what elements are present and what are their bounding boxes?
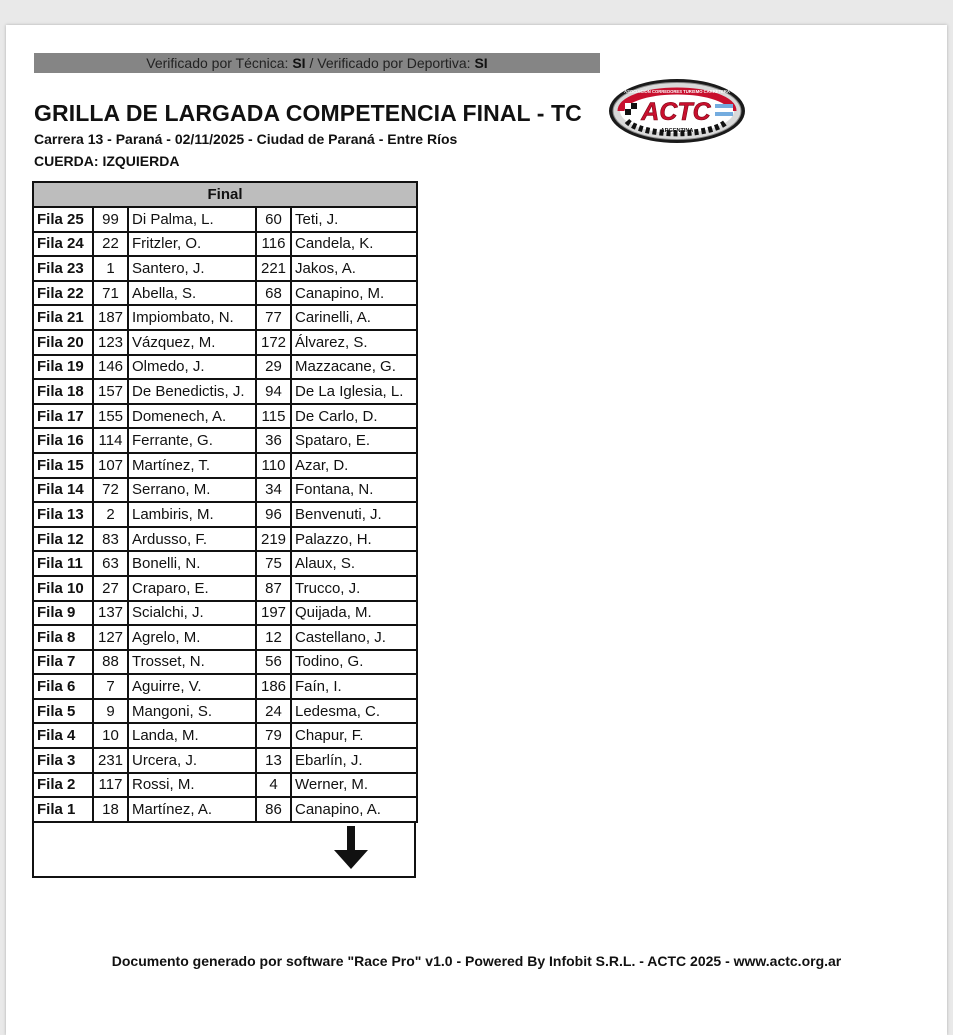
driver-name-left: Craparo, E. [128, 576, 256, 601]
car-number-left: 72 [93, 478, 128, 503]
fila-label: Fila 7 [33, 650, 93, 675]
verification-bar [34, 53, 600, 73]
driver-name-right: De Carlo, D. [291, 404, 417, 429]
driver-name-right: Candela, K. [291, 232, 417, 257]
car-number-left: 114 [93, 428, 128, 453]
table-row [33, 650, 417, 675]
car-number-right: 34 [256, 478, 291, 503]
car-number-right: 172 [256, 330, 291, 355]
table-row [33, 404, 417, 429]
arrow-down-icon [334, 826, 368, 870]
table-row [33, 576, 417, 601]
car-number-right: 86 [256, 797, 291, 822]
car-number-right: 87 [256, 576, 291, 601]
fila-label: Fila 6 [33, 674, 93, 699]
driver-name-right: Spataro, E. [291, 428, 417, 453]
driver-name-left: Landa, M. [128, 723, 256, 748]
table-row [33, 699, 417, 724]
car-number-right: 29 [256, 355, 291, 380]
fila-label: Fila 16 [33, 428, 93, 453]
car-number-left: 99 [93, 207, 128, 232]
driver-name-left: Rossi, M. [128, 773, 256, 798]
table-row [33, 797, 417, 822]
driver-name-left: Santero, J. [128, 256, 256, 281]
driver-name-right: Jakos, A. [291, 256, 417, 281]
driver-name-left: Martínez, A. [128, 797, 256, 822]
driver-name-right: Ledesma, C. [291, 699, 417, 724]
car-number-right: 79 [256, 723, 291, 748]
driver-name-left: Scialchi, J. [128, 601, 256, 626]
table-row [33, 478, 417, 503]
fila-label: Fila 10 [33, 576, 93, 601]
fila-label: Fila 1 [33, 797, 93, 822]
driver-name-right: Álvarez, S. [291, 330, 417, 355]
car-number-left: 155 [93, 404, 128, 429]
car-number-right: 116 [256, 232, 291, 257]
table-row [33, 379, 417, 404]
car-number-right: 13 [256, 748, 291, 773]
table-row [33, 773, 417, 798]
car-number-right: 219 [256, 527, 291, 552]
logo-text: ACTC [641, 98, 711, 126]
car-number-left: 27 [93, 576, 128, 601]
table-row [33, 232, 417, 257]
driver-name-right: Teti, J. [291, 207, 417, 232]
driver-name-right: Trucco, J. [291, 576, 417, 601]
driver-name-left: Di Palma, L. [128, 207, 256, 232]
table-row [33, 527, 417, 552]
car-number-right: 60 [256, 207, 291, 232]
fila-label: Fila 25 [33, 207, 93, 232]
verif-separator: / [309, 55, 318, 71]
fila-label: Fila 18 [33, 379, 93, 404]
driver-name-left: Agrelo, M. [128, 625, 256, 650]
fila-label: Fila 24 [33, 232, 93, 257]
driver-name-right: Alaux, S. [291, 551, 417, 576]
table-row [33, 502, 417, 527]
driver-name-left: Aguirre, V. [128, 674, 256, 699]
driver-name-right: Canapino, M. [291, 281, 417, 306]
table-row [33, 601, 417, 626]
actc-logo-icon [607, 77, 747, 145]
driver-name-left: Domenech, A. [128, 404, 256, 429]
car-number-left: 88 [93, 650, 128, 675]
grid-container [32, 181, 416, 878]
driver-name-left: Mangoni, S. [128, 699, 256, 724]
car-number-left: 157 [93, 379, 128, 404]
fila-label: Fila 12 [33, 527, 93, 552]
driver-name-right: Chapur, F. [291, 723, 417, 748]
car-number-left: 146 [93, 355, 128, 380]
driver-name-left: Serrano, M. [128, 478, 256, 503]
grid-footer-box [32, 823, 416, 878]
car-number-left: 107 [93, 453, 128, 478]
driver-name-left: Impiombato, N. [128, 305, 256, 330]
fila-label: Fila 17 [33, 404, 93, 429]
table-row [33, 330, 417, 355]
driver-name-right: Palazzo, H. [291, 527, 417, 552]
verif-deportiva-value: SI [474, 55, 488, 71]
car-number-left: 18 [93, 797, 128, 822]
table-row [33, 355, 417, 380]
driver-name-right: Werner, M. [291, 773, 417, 798]
driver-name-left: De Benedictis, J. [128, 379, 256, 404]
fila-label: Fila 20 [33, 330, 93, 355]
car-number-left: 231 [93, 748, 128, 773]
driver-name-right: Ebarlín, J. [291, 748, 417, 773]
driver-name-left: Ardusso, F. [128, 527, 256, 552]
table-row [33, 281, 417, 306]
driver-name-right: Azar, D. [291, 453, 417, 478]
fila-label: Fila 13 [33, 502, 93, 527]
car-number-left: 63 [93, 551, 128, 576]
fila-label: Fila 5 [33, 699, 93, 724]
fila-label: Fila 21 [33, 305, 93, 330]
fila-label: Fila 4 [33, 723, 93, 748]
car-number-left: 137 [93, 601, 128, 626]
driver-name-right: Mazzacane, G. [291, 355, 417, 380]
fila-label: Fila 15 [33, 453, 93, 478]
car-number-left: 117 [93, 773, 128, 798]
driver-name-right: Fontana, N. [291, 478, 417, 503]
document-page [6, 25, 947, 1035]
verif-tecnica-value: SI [292, 55, 306, 71]
car-number-right: 197 [256, 601, 291, 626]
cuerda-label: CUERDA: IZQUIERDA [34, 153, 180, 169]
car-number-right: 186 [256, 674, 291, 699]
driver-name-right: Castellano, J. [291, 625, 417, 650]
car-number-right: 96 [256, 502, 291, 527]
driver-name-left: Lambiris, M. [128, 502, 256, 527]
driver-name-left: Martínez, T. [128, 453, 256, 478]
driver-name-right: Faín, I. [291, 674, 417, 699]
fila-label: Fila 11 [33, 551, 93, 576]
car-number-left: 83 [93, 527, 128, 552]
car-number-right: 115 [256, 404, 291, 429]
table-row [33, 674, 417, 699]
car-number-left: 71 [93, 281, 128, 306]
table-row [33, 207, 417, 232]
table-row [33, 428, 417, 453]
car-number-left: 123 [93, 330, 128, 355]
table-row [33, 305, 417, 330]
driver-name-right: De La Iglesia, L. [291, 379, 417, 404]
table-row [33, 551, 417, 576]
fila-label: Fila 8 [33, 625, 93, 650]
fila-label: Fila 9 [33, 601, 93, 626]
car-number-right: 221 [256, 256, 291, 281]
logo-bottom-text: ARGENTINA [660, 128, 694, 134]
document-footer: Documento generado por software "Race Pro" v1.0 - Powered By Infobit S.R.L. - ACTC 2025 - www.actc.org.ar [111, 953, 842, 969]
table-row [33, 256, 417, 281]
driver-name-left: Vázquez, M. [128, 330, 256, 355]
table-row [33, 748, 417, 773]
driver-name-right: Todino, G. [291, 650, 417, 675]
driver-name-left: Bonelli, N. [128, 551, 256, 576]
driver-name-left: Fritzler, O. [128, 232, 256, 257]
driver-name-right: Carinelli, A. [291, 305, 417, 330]
driver-name-left: Ferrante, G. [128, 428, 256, 453]
car-number-left: 2 [93, 502, 128, 527]
car-number-right: 110 [256, 453, 291, 478]
driver-name-right: Quijada, M. [291, 601, 417, 626]
car-number-left: 1 [93, 256, 128, 281]
driver-name-left: Trosset, N. [128, 650, 256, 675]
fila-label: Fila 3 [33, 748, 93, 773]
car-number-left: 10 [93, 723, 128, 748]
table-row [33, 453, 417, 478]
car-number-right: 77 [256, 305, 291, 330]
car-number-right: 4 [256, 773, 291, 798]
driver-name-right: Benvenuti, J. [291, 502, 417, 527]
fila-label: Fila 22 [33, 281, 93, 306]
car-number-left: 9 [93, 699, 128, 724]
car-number-left: 187 [93, 305, 128, 330]
car-number-right: 36 [256, 428, 291, 453]
car-number-left: 7 [93, 674, 128, 699]
table-row [33, 723, 417, 748]
driver-name-left: Abella, S. [128, 281, 256, 306]
fila-label: Fila 14 [33, 478, 93, 503]
driver-name-right: Canapino, A. [291, 797, 417, 822]
car-number-left: 127 [93, 625, 128, 650]
grid-heading: Final [33, 182, 417, 207]
car-number-right: 75 [256, 551, 291, 576]
fila-label: Fila 23 [33, 256, 93, 281]
grid-body [33, 207, 417, 822]
car-number-left: 22 [93, 232, 128, 257]
fila-label: Fila 2 [33, 773, 93, 798]
car-number-right: 12 [256, 625, 291, 650]
fila-label: Fila 19 [33, 355, 93, 380]
car-number-right: 56 [256, 650, 291, 675]
logo-top-text: ASOCIACIÓN CORREDORES TURISMO CARRETERA [624, 89, 730, 94]
car-number-right: 94 [256, 379, 291, 404]
car-number-right: 24 [256, 699, 291, 724]
verif-deportiva-label: Verificado por Deportiva: [317, 55, 471, 71]
car-number-right: 68 [256, 281, 291, 306]
driver-name-left: Urcera, J. [128, 748, 256, 773]
page-title: GRILLA DE LARGADA COMPETENCIA FINAL - TC [34, 100, 582, 126]
table-row [33, 625, 417, 650]
race-subtitle: Carrera 13 - Paraná - 02/11/2025 - Ciudad de Paraná - Entre Ríos [34, 131, 458, 147]
verif-tecnica-label: Verificado por Técnica: [146, 55, 289, 71]
driver-name-left: Olmedo, J. [128, 355, 256, 380]
starting-grid-table [32, 181, 418, 823]
